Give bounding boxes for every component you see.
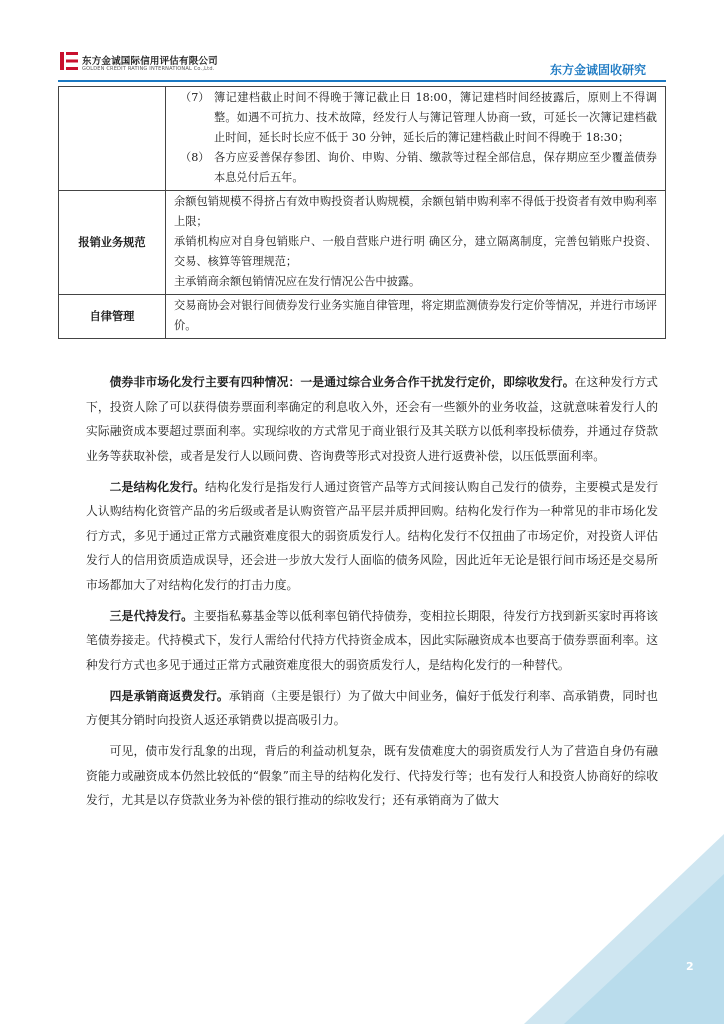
content-line: 交易商协会对银行间债券发行业务实施自律管理，将定期监测债券发行定价等情况，并进行市场评价。 [174,299,657,332]
paragraph [86,739,658,813]
item-text: 簿记建档截止时间不得晚于簿记截止日 18:00，簿记建档时间经披露后，原则上不得调整。如遇不可抗力、技术故障，经发行人与簿记管理人协商一致，可延长一次簿记建档截止时间，延长时长应不低于 30 分钟，延长后的簿记建档截止时间不得晚于 18:30； [214,91,657,144]
paragraph [86,475,658,598]
item-number: （7） [180,91,210,104]
paragraph-lead: 四是承销商返费发行。 [109,688,229,703]
header-divider [58,80,666,82]
page-number: 2 [686,960,694,973]
company-name-en: GOLDEN CREDIT RATING INTERNATIONAL Co.,Ltd. [82,66,215,72]
section-title: 东方金诚固收研究 [550,63,647,77]
row-content [166,191,666,295]
row-content [166,295,666,339]
content-line: 余额包销规模不得挤占有效申购投资者认购规模，余额包销申购利率不得低于投资者有效申购利率上限； [174,195,657,228]
paragraph-text: 可见，债市发行乱象的出现，背后的利益动机复杂，既有发债难度大的弱资质发行人为了营造自身仍有融资能力或融资成本仍然比较低的“假象”而主导的结构化发行、代持发行等；也有发行人和投资人协商好的综收发行，尤其是以存贷款业务为补偿的银行推动的综收发行；还有承销商为了做大 [86,744,658,807]
corner-decoration [524,834,724,1024]
page-header [0,0,724,90]
paragraph-text: 主要指私募基金等以低利率包销代持债券，变相拉长期限，待发行方找到新买家时再将该笔债券接走。代持模式下，发行人需给付代持方代持资金成本，因此实际融资成本也要高于债券票面利率。这种发行方式也多见于通过正常方式融资难度很大的弱资质发行人，是结构化发行的一种替代。 [86,608,658,672]
paragraph [86,370,658,468]
company-name-cn: 东方金诚国际信用评估有限公司 [82,56,218,67]
table-row [59,191,666,295]
list-item [174,88,657,148]
item-text: 各方应妥善保存参团、询价、申购、分销、缴款等过程全部信息，保存期应至少覆盖债券本息兑付后五年。 [214,151,657,184]
row-label [59,87,166,191]
paragraph [86,604,658,678]
row-content [166,87,666,191]
row-label: 自律管理 [59,295,166,339]
item-number: （8） [180,151,210,164]
paragraph-lead: 三是代持发行。 [109,608,194,623]
content-line: 承销机构应对自身包销账户、一般自营账户进行明 确区分，建立隔离制度，完善包销账户投资、交易、核算等管理规范； [174,235,657,268]
table-row [59,295,666,339]
paragraph-lead: 二是结构化发行。 [109,479,205,494]
row-label: 报销业务规范 [59,191,166,295]
paragraph-text: 结构化发行是指发行人通过资管产品等方式间接认购自己发行的债券，主要模式是发行人认购结构化资管产品的劣后级或者是认购资管产品平层并质押回购。结构化发行作为一种常见的非市场化发行方式，多见于通过正常方式融资难度很大的弱资质发行人。结构化发行不仅扭曲了市场定价，对投资人评估发行人的信用资质造成误导，还会进一步放大发行人面临的债务风险，因此近年无论是银行间市场还是交易所市场都加大了对结构化发行的打击力度。 [86,479,658,592]
paragraph-lead: 债券非市场化发行主要有四种情况：一是通过综合业务合作干扰发行定价，即综收发行。 [109,375,575,389]
body-text [86,370,658,819]
table-row [59,87,666,191]
paragraph-text: 在这种发行方式下，投资人除了可以获得债券票面利率确定的利息收入外，还会有一些额外的业务收益，这就意味着发行人的实际融资成本要超过票面利率。实现综收的方式常见于商业银行及其关联方以低利率投标债券，并通过存贷款业务等获取补偿，或者是发行人以顾问费、咨询费等形式对投资人进行返费补偿，以压低票面利率。 [86,375,658,463]
rules-table [58,86,666,339]
paragraph-text: 承销商（主要是银行）为了做大中间业务，偏好于低发行利率、高承销费，同时也方便其分销时向投资人返还承销费以提高吸引力。 [86,688,658,727]
content-line: 主承销商余额包销情况应在发行情况公告中披露。 [174,275,421,288]
company-logo-icon [60,52,78,70]
list-item [174,148,657,188]
paragraph [86,684,658,733]
